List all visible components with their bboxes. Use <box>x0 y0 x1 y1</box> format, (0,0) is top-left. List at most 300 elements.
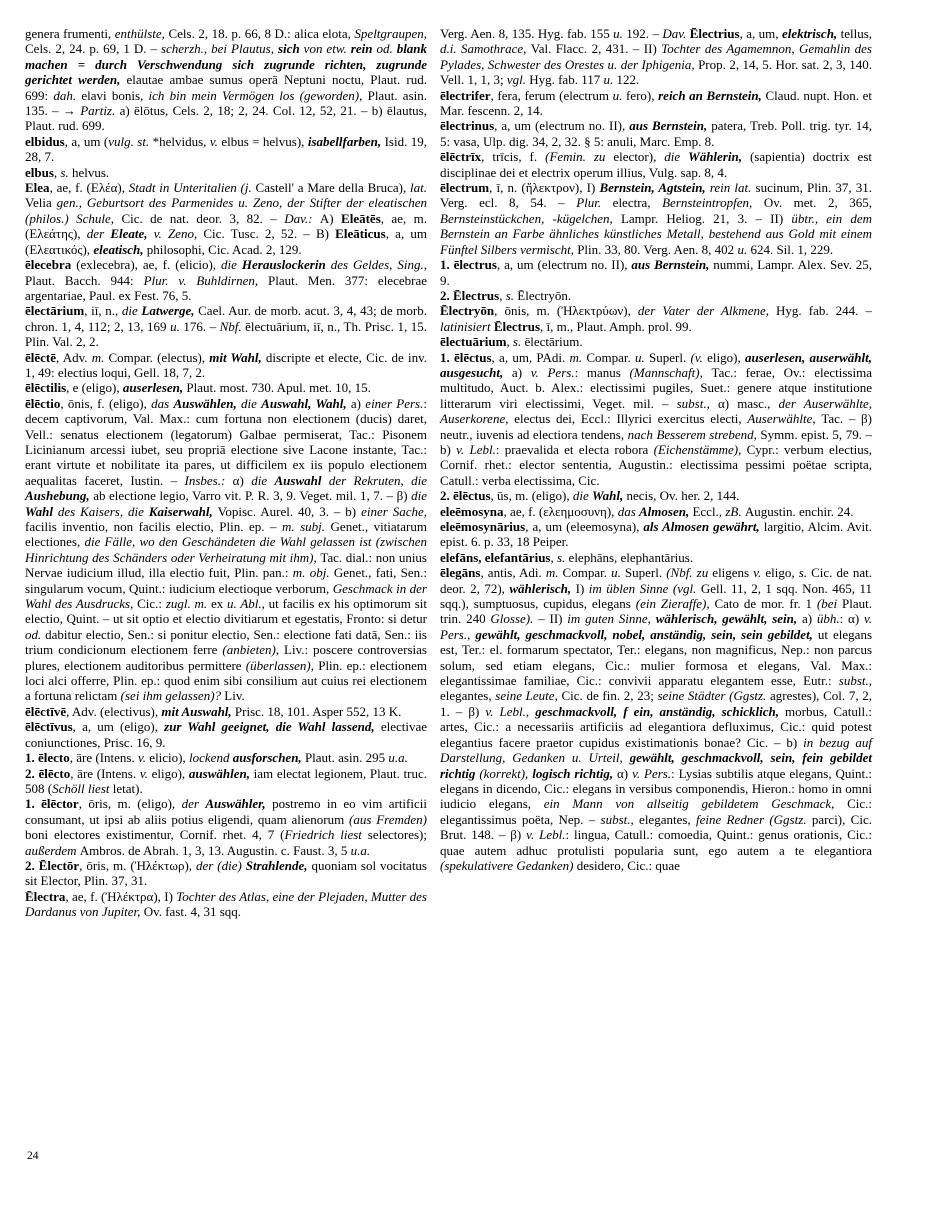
text-segment: Ēlectrius <box>689 26 740 41</box>
text-segment: α) masc., <box>717 395 779 411</box>
text-segment: ēlēctrīx <box>440 149 482 165</box>
text-segment: gewählt, geschmackvoll, sein, fein gebildet richtig <box>440 750 872 781</box>
text-segment: u.a. <box>350 842 371 858</box>
text-segment: des Geldes, Sing., <box>330 257 427 273</box>
text-segment: Insbes.: <box>184 472 233 488</box>
text-segment: die <box>251 472 275 488</box>
text-segment: Eleate, <box>110 226 154 242</box>
text-segment: ēlectārium <box>25 303 85 319</box>
text-segment: , ae, m. (Ελεάτης), <box>25 210 428 242</box>
entry-electrinus <box>440 118 872 149</box>
text-segment: die <box>411 488 427 504</box>
text-segment: Geschmack in der Wahl des Ausdrucks, <box>25 580 427 612</box>
text-segment: philosophi, Cic. Acad. 2, 129. <box>146 241 302 257</box>
text-segment: Plaut. trin. 240 <box>440 596 872 627</box>
text-segment: feine Redner (Ggstz. <box>695 811 812 827</box>
text-segment: ēlēctilis <box>25 380 67 396</box>
text-segment: blank machen = durch Verschwendung sich zugrunde richten, zugrunde gerichtet werden, <box>25 41 428 88</box>
text-segment: v. Pers., <box>440 611 873 642</box>
text-segment: 192. – <box>626 26 663 41</box>
text-segment: eleatisch, <box>93 241 147 257</box>
text-segment: elephāns, elephantārius. <box>568 549 694 565</box>
entry-electivus <box>25 719 427 750</box>
text-segment: Plaut. asin. 295 <box>304 750 389 766</box>
text-segment: electra, <box>612 195 663 211</box>
text-segment: – II) <box>538 611 568 627</box>
text-segment: ēlēctīvē <box>25 703 67 719</box>
text-segment: eligo), <box>151 765 189 781</box>
text-segment: in bezug auf Darstellung, Gedanken u. Urteil, <box>440 734 873 766</box>
text-segment: der (die) <box>195 857 246 873</box>
text-segment: ēlectuārium <box>440 334 507 350</box>
text-segment: 2. Ēlectrus <box>440 287 500 303</box>
text-segment: Tochter des Atlas, eine der Plejaden, Mutter des Dardanus von Jupiter, <box>25 888 427 920</box>
entry-electe <box>25 350 427 381</box>
text-segment: einer Sache, <box>361 503 427 519</box>
text-segment: elavi bonis, <box>81 87 149 103</box>
text-segment: Lampr. Heliog. 21, 3. – II) <box>620 210 792 226</box>
entry-elefans <box>440 550 872 565</box>
text-segment: Eccl., <box>692 503 726 519</box>
text-segment: I) <box>575 580 589 596</box>
text-segment: isabellfarben, <box>307 133 385 149</box>
text-segment: Wählerin, <box>688 149 750 165</box>
text-segment: Symm. epist. 5, 79. – b) <box>440 426 872 457</box>
text-segment: tellus, <box>840 26 873 41</box>
entry-electrix <box>440 149 872 180</box>
text-segment: , ōnis, f. (eligo), <box>60 395 152 411</box>
text-segment: im üblen Sinne (vgl. <box>588 580 701 596</box>
text-segment: Liv.: poscere controversias plures, electionem auditoribus permittere <box>25 642 427 673</box>
text-segment: u. <box>613 26 627 41</box>
text-segment: Ov. fast. 4, 31 sqq. <box>143 904 242 920</box>
text-segment: die <box>241 395 262 411</box>
text-segment: m. subj. <box>281 519 331 534</box>
text-segment: dabitur electio, Sen.: si ponitur electio, Sen.: electione fati datā, Sen.: iis trium condicionum electionem ferre <box>25 626 427 658</box>
text-segment: v. Pers. <box>632 765 672 781</box>
text-segment: Bernstein, Agtstein, <box>599 180 710 196</box>
text-segment: parci), Cic. Brut. 148. – β) <box>440 811 872 843</box>
text-segment: Cic. de nat. deor. 3, 82. – <box>121 210 285 226</box>
text-segment: der <box>181 796 206 812</box>
text-segment: nach Besserem strebend, <box>627 426 761 442</box>
text-segment: aus Bernstein, <box>631 257 714 273</box>
text-segment: , ūs, m. (eligo), <box>490 488 573 504</box>
text-segment: ab electione legio, Varro vit. P. R. 3, 9. Veget. mil. 1, 7. – β) <box>93 488 412 504</box>
text-segment: die <box>664 149 689 165</box>
text-segment: Verg. Aen. 8, 135. Hyg. fab. 155 <box>440 26 614 41</box>
text-segment: fero), <box>625 87 659 103</box>
text-segment: Ēlectra <box>25 888 66 904</box>
text-segment: Hyg. fab. 117 <box>529 72 604 88</box>
text-segment: auserlesen, auserwählt, ausgesucht, <box>440 349 873 380</box>
text-segment: helvus. <box>71 164 110 180</box>
text-segment: m. <box>545 565 563 581</box>
text-segment: elegantes, <box>440 688 496 704</box>
text-segment: Tac. dial.: non unius Nervae iudicium illud, illa electio fuit, Plin. pan.: <box>25 549 427 581</box>
text-segment: auserlesen, <box>122 380 187 396</box>
text-segment: Val. Flacc. 2, 431. – II) <box>530 41 662 57</box>
text-segment: auswählen, <box>188 765 254 781</box>
text-segment: Plur. v. Buhldirnen, <box>143 272 269 288</box>
text-segment: ich bin mein Vermögen los (geworden), <box>148 87 368 103</box>
text-segment: die <box>221 257 242 273</box>
text-segment: Bernsteinstückchen, -kügelchen, <box>440 210 621 226</box>
text-segment: v. <box>139 765 152 781</box>
text-segment: elector), <box>613 149 665 165</box>
text-segment: (Eichenstämme), <box>653 441 747 457</box>
text-segment: electus dei, Eccl.: Illyrici exercitus electi, <box>514 411 748 427</box>
text-segment: enthülste, <box>114 26 169 41</box>
text-segment: Genet., fati, Sen.: singularum vocum, Quint.: iudicium electioque verborum, <box>25 565 427 596</box>
text-segment: s. <box>512 334 525 350</box>
text-segment: , āre (Intens. <box>69 750 138 766</box>
text-segment: , a, um ( <box>64 133 109 149</box>
text-segment: m. <box>91 349 109 365</box>
text-segment: ēlectārium. <box>524 334 583 350</box>
text-segment: latinisiert <box>440 318 494 334</box>
text-segment: zugl. m. <box>165 596 211 612</box>
text-segment: eligo, <box>765 565 799 581</box>
entry-elective <box>25 704 427 719</box>
text-segment: Cato de mor. fr. 1 <box>714 596 817 612</box>
text-segment: (sapientia) doctrix est disciplinae dei et electrix operum illius, Vulg. sap. 8, 4. <box>440 149 872 180</box>
text-segment: Ambros. de Abrah. 1, 3, 13. Augustin. c. Faust. 3, 5 <box>79 842 351 858</box>
text-segment: der Vater der Alkmene, <box>637 303 777 319</box>
page-number: 24 <box>27 1150 39 1162</box>
text-segment: , ae, f. (ελεημοσυνη), <box>503 503 618 519</box>
text-segment: Cels. 2, 18. p. 66, 8 D.: alica elota, <box>168 26 355 41</box>
text-segment: letat). <box>112 780 143 796</box>
text-segment: v. <box>753 565 766 581</box>
text-segment: Plaut. Men. 377: elecebrae argentariae, Paul. ex Fest. 76, 5. <box>25 272 427 303</box>
text-segment: Bernsteintropfen, <box>662 195 764 211</box>
text-segment: der Auserwählte, Auserkorene, <box>440 395 873 427</box>
text-segment: Eleāticus <box>335 226 386 242</box>
text-segment: sich <box>278 41 304 57</box>
text-segment: morbus, Catull.: artes, Cic.: a necessariis artificiis ad elegantiora defluximus, Cic.: quid potest elegantius facere praetor cupidus existimationis bonae? Cic. – b) <box>440 703 872 750</box>
text-segment: , a, um (eleemosyna), <box>525 519 644 534</box>
text-segment: Nbf. <box>219 318 246 334</box>
text-segment: (sei ihm gelassen)? <box>120 688 225 704</box>
text-segment: quoniam sol vocitatus sit Elector, Plin. 37, 31. <box>25 857 427 889</box>
text-segment: s. <box>798 565 812 581</box>
text-segment: a) <box>350 395 366 411</box>
text-segment: das <box>151 395 174 411</box>
entry-elegans <box>440 565 872 873</box>
text-segment: dah. <box>53 87 82 103</box>
text-segment: Herauslockerin <box>241 257 331 273</box>
text-segment: Auserwählte, <box>747 411 822 427</box>
text-segment: Superl. <box>649 349 691 365</box>
text-segment: Compar. <box>562 565 612 581</box>
text-segment: elicio), <box>149 750 190 766</box>
text-segment: Velia <box>25 195 57 211</box>
text-segment: , iī, n., <box>84 303 122 319</box>
text-segment: Wahl, <box>592 488 627 504</box>
entry-electarium <box>25 303 427 349</box>
text-segment: Cypr.: verbum electius, Cornif. rhet.: elector sententia, Augustin.: electissima pessimi poëtae scripta, Catull.: verba electissima, Cic. <box>440 441 873 488</box>
text-segment: (korrekt), <box>479 765 533 781</box>
text-segment: 2. Ēlectōr <box>25 857 80 873</box>
text-segment: subst., <box>600 811 640 827</box>
text-segment: α) <box>617 765 633 781</box>
text-segment: elegantes, <box>639 811 696 827</box>
text-segment: Genet., vitiatarum electiones, <box>25 519 427 550</box>
text-segment: Ov. met. 2, 365, <box>763 195 872 211</box>
text-segment: 1. ēlēctus <box>440 349 492 365</box>
text-segment: ēlēctīvus <box>25 719 73 735</box>
text-segment: logisch richtig, <box>532 765 617 781</box>
entry-electrus-1 <box>440 257 872 288</box>
entry-eleemosynarius <box>440 519 872 550</box>
text-segment: , <box>499 287 506 303</box>
text-segment: die Fälle, wo den Geschändeten die Wahl gelassen ist (zwischen Hinrichtung des Schänders oder Verheiratung mit ihm), <box>25 534 427 565</box>
entry-elbidus <box>25 134 427 165</box>
text-segment: m. obj. <box>292 565 334 581</box>
text-segment: als Almosen gewährt, <box>643 519 764 534</box>
entry-eleemosyna <box>440 504 872 519</box>
text-segment: v. Lebl. <box>526 827 566 843</box>
text-segment: selectores); <box>367 827 427 843</box>
text-segment: , e (eligo), <box>66 380 123 396</box>
entry-electio <box>25 396 427 704</box>
text-segment: v. Lebl., <box>485 703 536 719</box>
text-segment: (ein Zieraffe), <box>635 596 715 612</box>
text-segment: Cic.: elegantissimus poëta, Nep. – <box>440 796 872 827</box>
text-segment: wählerisch, <box>509 580 576 596</box>
text-segment: Dav.: <box>284 210 320 226</box>
entry-elector-1 <box>25 796 427 858</box>
text-segment: , antis, Adi. <box>480 565 546 581</box>
text-segment: u. <box>737 241 751 257</box>
text-segment: v. <box>209 133 222 149</box>
text-segment: elefāns, elefantārius <box>440 549 551 565</box>
entry-electo-1 <box>25 750 427 765</box>
text-segment: Ēlectrus <box>493 318 541 334</box>
text-segment: Compar. <box>586 349 636 365</box>
text-segment: , a, um (electrum no. II), <box>496 257 632 273</box>
right-column <box>440 26 872 873</box>
text-segment: Cic. de fin. 2, 23; <box>561 688 658 704</box>
text-segment: nummi, Lampr. Alex. Sev. 25, 9. <box>440 257 873 288</box>
text-segment: Augustin. enchir. 24. <box>744 503 854 519</box>
text-segment: , ōris, m. (Ἠλέκτωρ), <box>79 857 196 873</box>
text-segment: reich an Bernstein, <box>658 87 766 103</box>
text-segment: Cael. Aur. de morb. acut. 3, 4, 43; de morb. chron. 1, 4, 112; 2, 13, 169 <box>25 303 427 334</box>
text-segment: , a, um (Ελεατικός), <box>25 226 427 257</box>
text-segment: Strahlende, <box>245 857 312 873</box>
text-segment: necis, Ov. her. 2, 144. <box>626 488 740 504</box>
entry-electus-2 <box>440 488 872 503</box>
text-segment: A) <box>319 210 342 226</box>
text-segment: im guten Sinne, <box>567 611 656 627</box>
text-segment: ēlegāns <box>440 565 481 581</box>
text-segment: iam electat legionem, Plaut. truc. 508 ( <box>25 765 427 796</box>
text-segment: mit Auswahl, <box>161 703 235 719</box>
text-segment: v. Zeno, <box>153 226 204 242</box>
text-segment: s. <box>60 164 72 180</box>
text-segment: die <box>121 303 142 319</box>
text-segment: vulg. st. <box>108 133 153 149</box>
text-segment: eligens <box>712 565 754 581</box>
text-segment: von etw. <box>303 41 351 57</box>
text-segment: Ēlectryōn <box>440 303 495 319</box>
text-segment: boni electores existimentur, Cornif. rhet. 4, 7 ( <box>25 827 285 843</box>
text-segment: (spekulativere Gedanken) <box>440 857 577 873</box>
entry-electryon <box>440 303 872 334</box>
text-segment: u. Abl. <box>227 596 262 612</box>
text-segment: wählerisch, gewählt, sein, <box>655 611 802 627</box>
text-segment: a) ēlōtus, Cels. 2, 18; 2, 24. Col. 12, 52, 21. – b) ēlautus, Plaut. rud. 699. <box>25 103 427 134</box>
text-segment: Liv. <box>224 688 245 704</box>
text-segment: scherzh., bei Plautus, <box>160 41 278 57</box>
text-segment: Castell' a Mare della Bruca), <box>255 180 411 196</box>
text-segment: elbus <box>25 164 54 180</box>
text-segment: patera, Treb. Poll. trig. tyr. 14, 5: vasa, Ulp. dig. 34, 2, 32. § 5: anuli, Marc. Emp. 8. <box>440 118 872 149</box>
text-segment: Claud. nupt. Hon. et Mar. fescenn. 2, 14. <box>440 87 873 119</box>
entry-electo-2 <box>25 766 427 797</box>
text-segment: Plaut. most. 730. Apul. met. 10, 15. <box>186 380 371 396</box>
left-column <box>25 26 427 920</box>
text-segment: Gell. 11, 2, 1 sqq. Non. 465, 11 sqq.), sumptuosus, cupidus, elegans <box>440 580 872 612</box>
text-segment: (anbieten), <box>222 642 285 658</box>
text-segment: 2. ēlēcto <box>25 765 71 781</box>
entry-electrum <box>440 180 872 257</box>
text-segment: , <box>550 549 557 565</box>
text-segment: agrestes), Col. 7, 2, 1. – β) <box>440 688 872 719</box>
text-segment: u. <box>170 318 184 334</box>
text-segment: Aushebung, <box>25 488 94 504</box>
text-segment: der <box>86 226 111 242</box>
text-segment: (überlassen), <box>245 657 319 673</box>
text-segment: discripte et electe, Cic. de inv. 1, 49: electius loqui, Gell. 18, 7, 2. <box>25 349 428 380</box>
text-segment: , ae, f. (Ἠλέκτρα), I) <box>65 888 177 904</box>
text-segment: 1. ēlecto <box>25 750 70 766</box>
text-segment: , ae, f. (Ελέα), <box>49 180 129 196</box>
text-segment: eleēmosyna <box>440 503 504 519</box>
text-segment: ēlectuārium, iī, n., Th. Prisc. 1, 15. Plin. Val. 2, 2. <box>25 318 428 350</box>
text-segment: a) <box>511 364 531 380</box>
text-segment: desidero, Cic.: quae <box>576 857 680 873</box>
text-segment: Tac. – β) neutr., iuvenis ad electiora tendens, <box>440 411 873 442</box>
text-segment: od. <box>376 41 397 57</box>
text-segment: aus Bernstein, <box>629 118 712 134</box>
text-segment: Plaut. asin. 135. – → <box>25 87 427 119</box>
text-segment: Auswahl <box>274 472 329 488</box>
text-segment: electivae coniunctiones, Prisc. 16, 9. <box>25 719 427 750</box>
text-segment: postremo in eo vim artificii consumant, ut ipsi ab aliis potius eligendi, quam alienorum <box>25 796 427 827</box>
entry-elea <box>25 180 427 257</box>
text-segment: u. <box>603 72 617 88</box>
text-segment: v. Lebl. <box>456 441 496 457</box>
text-segment: sucinum, Plin. 37, 31. Verg. ecl. 8, 54. – <box>440 180 872 211</box>
text-segment: vgl. <box>506 72 530 88</box>
text-segment: Auswähler, <box>205 796 273 812</box>
text-segment: Plin. ep.: electionem loci alci offerre, Plin. ep.: quod enim sibi consilium aut cuius rei electionem a fortuna relictam <box>25 657 427 704</box>
text-segment: das <box>617 503 639 519</box>
text-segment: Friedrich liest <box>284 827 368 843</box>
text-segment: eleēmosynārius <box>440 519 526 534</box>
text-segment: elautae ambae sumus operā Neptuni noctu, Plaut. rud. 699: <box>25 72 427 103</box>
text-segment: mit Wahl, <box>209 349 266 365</box>
entry-electuarium <box>440 334 872 349</box>
text-segment: seine Leute, <box>495 688 562 704</box>
continued-entry-elavo <box>25 26 427 134</box>
text-segment: Auswahl, Wahl, <box>261 395 351 411</box>
text-segment: zur Wahl geeignet, die Wahl lassend, <box>164 719 381 735</box>
text-segment: Plaut. Bacch. 944: <box>25 272 144 288</box>
text-segment: Hyg. fab. 244. – <box>776 303 872 319</box>
text-segment: ausforschen, <box>232 750 305 766</box>
text-segment: : Lysias subtilis atque elegans, Quint.: elegans in dicendo, Cic.: elegans in versibus componendis, Hieron.: homo in omni iudicio elegans, <box>440 765 872 812</box>
text-segment: 624. Sil. 1, 229. <box>750 241 834 257</box>
text-segment: Cic.: <box>137 596 166 612</box>
text-segment: m. <box>569 349 587 365</box>
text-segment: Glosse). <box>490 611 539 627</box>
text-segment: rein <box>350 41 377 57</box>
text-segment: geschmackvoll, f ein, anständig, schicklich, <box>535 703 786 719</box>
text-segment: : decem captivorum, Val. Max.: cum fortuna non electionem (ducis) daret, Vell.: senatus electionem (legatorum) Galbae permiserat, Tac.: Pisonem Licinianum arcessi iubet, seu propriā electione sive Lacone instante, Tac.: erant virtute et nobilitate ita pares, ut difficilem ex iis populo electionem aequalitas faceret, Iustin. – <box>25 395 427 488</box>
text-segment: ēlectrum <box>440 180 490 196</box>
text-segment: ēlecebra <box>25 257 72 273</box>
text-segment: Plur. <box>576 195 613 211</box>
text-segment: Kaiserwahl, <box>148 503 218 519</box>
text-segment: rein lat. <box>709 180 756 196</box>
text-segment: : lingua, Catull.: comoedia, Quint.: genus orationis, Cic.: quae autem adhuc protulisti popularia sunt, ego autem a te elegantiora <box>440 827 873 858</box>
text-segment: Partiz. <box>80 103 120 119</box>
entry-electrifer <box>440 88 872 119</box>
text-segment: Latwerge, <box>141 303 199 319</box>
text-segment: Ēlectryōn. <box>517 287 572 303</box>
text-segment: : manus <box>574 364 630 380</box>
text-segment: übh. <box>816 611 840 627</box>
text-segment: , ōnis, m. (Ἠλεκτρύων), <box>494 303 638 319</box>
text-segment: Cic. Tusc. 2, 52. – B) <box>203 226 336 242</box>
text-segment: (Femin. zu <box>545 149 614 165</box>
text-segment: ēlēctē <box>25 349 57 365</box>
text-segment: : praevalida et electa robora <box>495 441 654 457</box>
text-segment: : α) <box>839 611 864 627</box>
text-segment: ex <box>210 596 228 612</box>
text-segment: Cels. 2, 24. p. 69, 1 D. – <box>25 41 161 57</box>
text-segment: u. <box>611 565 625 581</box>
text-segment: elektrisch, <box>781 26 841 41</box>
text-segment: Prop. 2, 14, 5. Hor. sat. 2, 3, 140. Vell. 1, 1, 3; <box>440 56 872 88</box>
entry-elbus <box>25 165 427 180</box>
text-segment: elbus = helvus), <box>221 133 308 149</box>
text-segment: d.i. Samothrace, <box>440 41 531 57</box>
text-segment: s. <box>556 549 569 565</box>
text-segment: eligo), <box>707 349 745 365</box>
text-segment: α) <box>232 472 252 488</box>
entry-electus-1 <box>440 350 872 489</box>
text-segment: u. <box>635 349 650 365</box>
text-segment: , Adv. (electivus), <box>66 703 162 719</box>
text-segment: Speltgraupen, <box>354 26 427 41</box>
text-segment: ēlectrifer <box>440 87 491 103</box>
text-segment: lockend <box>189 750 233 766</box>
text-segment: (bei <box>816 596 843 612</box>
text-segment: Eleātēs <box>341 210 381 226</box>
text-segment: Isid. 19, 28, 7. <box>25 133 427 165</box>
entry-elecebra <box>25 257 427 303</box>
text-segment: 1. ēlectrus <box>440 257 497 273</box>
text-segment: Auswählen, <box>173 395 241 411</box>
text-segment: subst., <box>838 673 872 689</box>
text-segment: , ī, m., Plaut. Amph. prol. 99. <box>540 318 692 334</box>
text-segment: ut elegans est, Ter.: el. formarum spectator, Ter.: elegans, non magnificus, Nep.: non parcus solum, sed etiam elegans, Cic.: mulier formosa et elegans, Val. Max.: elegantissimae familiae, Cic.: convivii apparatu elegantem esse, Eutr.: <box>440 626 873 689</box>
